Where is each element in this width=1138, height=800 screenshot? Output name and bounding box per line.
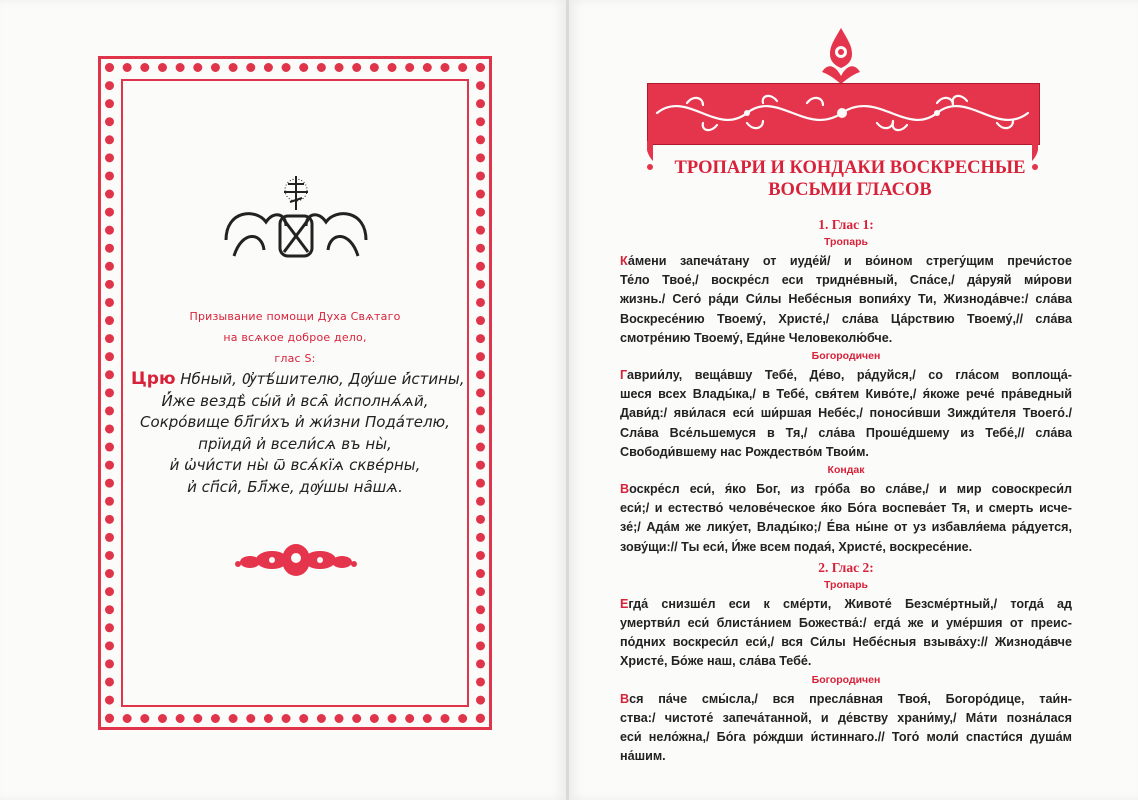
hymn-line: Воскресе́нию Твоему́, Христе́,/ сла́ва Ца́рствию Твоему́,// сла́ва <box>620 311 1072 326</box>
prayer-initial: Црю <box>131 369 176 389</box>
hymn-line <box>620 690 1072 709</box>
prayer-line: и҆ ѡ҆чи́сти ны̀ ѿ всѧ́кїѧ скве́рны, <box>169 456 421 474</box>
hymn-line <box>620 595 1072 614</box>
hymn-line: умертви́л еси́ блиста́нием Божества́:/ егда́ же и уме́ршия от преис- <box>620 616 1072 631</box>
hymn-line: еси́;/ и естество́ челове́ческое я́ко Бо́га воспева́ет Тя, и смерть исче- <box>620 501 1072 516</box>
hymn-line <box>620 252 1072 271</box>
header-finial-icon <box>818 28 864 84</box>
red-initial: В <box>620 691 630 706</box>
block-label: Тропарь <box>824 236 868 248</box>
cross-ornament-icon <box>216 170 376 266</box>
page-title <box>600 157 1100 201</box>
hymn-line: еси́ нело́жна,/ Бо́га ро́ждши и́стиннаго.// Того́ моли́ спасти́ся душа́м <box>620 730 1072 745</box>
hymn-line: Сла́ва Все́льшемуся в Тя,/ сла́ва Проше́дшему из Тебе́,// сла́ва <box>620 425 1072 440</box>
hymn-line: шеся всех Влады́ка,/ в Тебе́, свя́тем Киво́те,/ я́коже рече́ пра́ведный <box>620 387 1072 402</box>
hymn-paragraph <box>620 252 1072 348</box>
hymn-line: Свободи́вшему нас Рождество́м Твои́м. <box>620 444 869 459</box>
prayer-line: прїиди̑ и҆ всели́сѧ въ ны̀, <box>198 434 392 453</box>
hymn-line <box>620 480 1072 499</box>
hymn-paragraph <box>620 690 1072 767</box>
prayer-line: И҆́же вездѣ̀ сы́й и҆ всѧ̑ и҆сполнѧ́ѧй, <box>161 391 429 410</box>
hymn-line: по́дних воскреси́л еси́,/ вся Си́лы Небе́сныя взыва́ху:// Жизнода́вче <box>620 635 1072 650</box>
section-heading: 2. Глас 2: <box>818 559 874 575</box>
prayer-title-line: на всѧкое доброе дело, <box>223 331 367 344</box>
prayer-title-line: глас S: <box>274 352 316 365</box>
hymn-line-text: а́мени запеча́тану от иуде́й/ и во́ином стрегу́щим пречи́стое <box>627 254 1072 268</box>
hymn-content <box>620 214 1072 766</box>
block-label: Богородичен <box>811 350 881 363</box>
hymn-line: Те́ло Твое́,/ воскре́сл еси тридне́вный, Спа́се,/ да́руяй ми́рови <box>620 273 1072 288</box>
block-label: Кондак <box>827 464 865 477</box>
page-title-line: ВОСЬМИ ГЛАСОВ <box>768 180 932 200</box>
prayer-title <box>131 306 459 369</box>
prayer-line <box>131 369 465 391</box>
hymn-line: зе́;/ Ада́м же лику́ет, Влады́ко;/ Е́ва ны́не от уз избавля́ема ра́дуется, <box>620 520 1072 535</box>
block-label: Тропарь <box>824 578 868 591</box>
hymn-line: Христе́, Бо́же наш, сла́ва Тебе́. <box>620 654 812 669</box>
hymn-line: смотре́нию Твоему́, Еди́не Человеколю́бче. <box>620 330 893 345</box>
block-label: Богородичен <box>811 673 881 686</box>
hymn-line <box>620 366 1072 385</box>
hymn-line: ства:/ чистоте́ запеча́танной, и де́вству храни́му,/ Ма́ти позна́лася <box>620 710 1072 725</box>
red-initial: К <box>620 254 628 268</box>
page-title-line: ТРОПАРИ И КОНДАКИ ВОСКРЕСНЫЕ <box>674 158 1026 178</box>
frame-content <box>131 90 465 696</box>
hymn-line: Дави́д:/ яви́лася еси́ ши́ршая Небе́с,/ поноси́вши Зижди́теля Твоего́./ <box>620 406 1072 421</box>
hymn-line: жизнь./ Сего́ ра́ди Си́лы Небе́сныя вопия́ху Ти, Жизнода́вче:/ сла́ва <box>620 292 1072 307</box>
hymn-line-text: ся па́че смы́сла,/ вся пресла́вная Твоя́, Богоро́дице, таи́н- <box>629 691 1072 706</box>
red-initial: Е <box>620 596 629 611</box>
hymn-line-text: гда́ снизше́л еси к сме́рти, Животе́ Безсме́ртный,/ тогда́ ад <box>628 596 1072 611</box>
red-initial: Г <box>620 368 627 383</box>
hymn-line-text: оскре́сл еси́, я́ко Бог, из гро́ба во сла́ве,/ и мир совоскреси́л <box>629 482 1072 497</box>
hymn-paragraph <box>620 595 1072 672</box>
prayer-title-line: Призывание помощи Духа Свѧтаго <box>189 310 401 323</box>
section-heading: 1. Глас 1: <box>818 217 874 232</box>
hymn-paragraph <box>620 480 1072 557</box>
hymn-line: на́шим. <box>620 749 666 764</box>
prayer-text <box>131 369 465 498</box>
hymn-paragraph <box>620 366 1072 462</box>
red-initial: В <box>620 482 630 497</box>
hymn-line-text: аврии́лу, веща́вшу Тебе́, Де́во, ра́дуйся,/ со гла́сом воплоща́- <box>626 368 1072 383</box>
prayer-line: и҆ сп҃си̑, Бл҃же, дѹ́шы на̑шѧ. <box>187 477 403 496</box>
floral-ornament-icon <box>234 540 358 580</box>
prayer-line-text: Нбный, Ѹ҆тѣ́шителю, Дѹ́ше и҆́стины, <box>175 370 465 388</box>
hymn-line: зову́щи:// Ты еси́, И́же всем подая́, Христе́, воскресе́ние. <box>620 539 973 554</box>
prayer-line: Сокро́вище бл҃ги́хъ и҆ жи́зни Пода́телю, <box>140 413 450 431</box>
